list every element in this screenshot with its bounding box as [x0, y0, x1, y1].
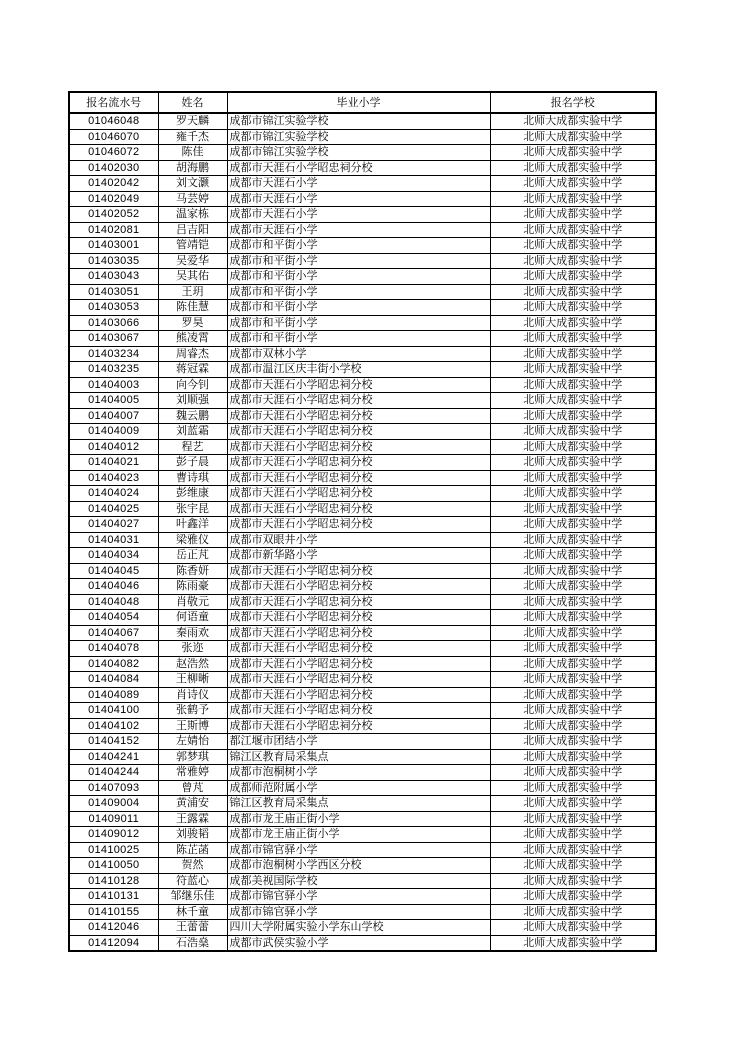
cell-registration-number: 01404005	[69, 393, 158, 409]
cell-applied-school: 北师大成都实验中学	[490, 455, 656, 471]
table-row	[69, 734, 656, 750]
cell-primary-school: 成都市天涯石小学昭忠祠分校	[227, 594, 490, 610]
cell-primary-school: 成都市锦官驿小学	[227, 889, 490, 905]
cell-registration-number: 01404078	[69, 641, 158, 657]
cell-primary-school: 成都市和平街小学	[227, 284, 490, 300]
table-row	[69, 904, 656, 920]
cell-registration-number: 01404025	[69, 501, 158, 517]
cell-applied-school: 北师大成都实验中学	[490, 610, 656, 626]
cell-registration-number: 01409011	[69, 811, 158, 827]
table-row	[69, 486, 656, 502]
table-row	[69, 160, 656, 176]
cell-registration-number: 01404024	[69, 486, 158, 502]
cell-applied-school: 北师大成都实验中学	[490, 579, 656, 595]
header-name: 姓名	[158, 92, 227, 113]
table-row	[69, 811, 656, 827]
cell-student-name: 吕吉阳	[158, 222, 227, 238]
cell-applied-school: 北师大成都实验中学	[490, 160, 656, 176]
table-row	[69, 408, 656, 424]
table-row	[69, 113, 656, 129]
cell-student-name: 吴爱华	[158, 253, 227, 269]
cell-primary-school: 成都市天涯石小学昭忠祠分校	[227, 625, 490, 641]
table-row	[69, 284, 656, 300]
table-row	[69, 331, 656, 347]
table-row	[69, 532, 656, 548]
cell-primary-school: 锦江区教育局采集点	[227, 749, 490, 765]
table-row	[69, 935, 656, 951]
cell-registration-number: 01409012	[69, 827, 158, 843]
cell-registration-number: 01412094	[69, 935, 158, 951]
cell-registration-number: 01404031	[69, 532, 158, 548]
cell-registration-number: 01412046	[69, 920, 158, 936]
table-row	[69, 424, 656, 440]
cell-student-name: 石浩燊	[158, 935, 227, 951]
cell-primary-school: 成都市武侯实验小学	[227, 935, 490, 951]
cell-applied-school: 北师大成都实验中学	[490, 300, 656, 316]
table-row	[69, 362, 656, 378]
cell-registration-number: 01404152	[69, 734, 158, 750]
cell-applied-school: 北师大成都实验中学	[490, 811, 656, 827]
table-row	[69, 222, 656, 238]
cell-applied-school: 北师大成都实验中学	[490, 703, 656, 719]
cell-primary-school: 成都市天涯石小学昭忠祠分校	[227, 455, 490, 471]
registration-table	[68, 91, 657, 952]
cell-applied-school: 北师大成都实验中学	[490, 284, 656, 300]
table-row	[69, 377, 656, 393]
cell-registration-number: 01404046	[69, 579, 158, 595]
cell-applied-school: 北师大成都实验中学	[490, 827, 656, 843]
cell-student-name: 符蓝心	[158, 873, 227, 889]
cell-student-name: 左婧怡	[158, 734, 227, 750]
cell-primary-school: 成都市天涯石小学	[227, 207, 490, 223]
cell-registration-number: 01404007	[69, 408, 158, 424]
cell-applied-school: 北师大成都实验中学	[490, 517, 656, 533]
cell-primary-school: 成都市天涯石小学昭忠祠分校	[227, 439, 490, 455]
cell-student-name: 王柳晰	[158, 672, 227, 688]
cell-registration-number: 01404048	[69, 594, 158, 610]
cell-student-name: 曹诗琪	[158, 470, 227, 486]
table-row	[69, 656, 656, 672]
cell-applied-school: 北师大成都实验中学	[490, 563, 656, 579]
cell-primary-school: 成都市锦江实验学校	[227, 129, 490, 145]
cell-primary-school: 成都美视国际学校	[227, 873, 490, 889]
cell-applied-school: 北师大成都实验中学	[490, 145, 656, 161]
cell-primary-school: 成都市锦江实验学校	[227, 113, 490, 129]
cell-registration-number: 01404082	[69, 656, 158, 672]
cell-primary-school: 成都市天涯石小学昭忠祠分校	[227, 641, 490, 657]
cell-registration-number: 01407093	[69, 780, 158, 796]
cell-applied-school: 北师大成都实验中学	[490, 408, 656, 424]
cell-registration-number: 01403066	[69, 315, 158, 331]
cell-applied-school: 北师大成都实验中学	[490, 129, 656, 145]
cell-applied-school: 北师大成都实验中学	[490, 687, 656, 703]
cell-applied-school: 北师大成都实验中学	[490, 749, 656, 765]
table-row	[69, 315, 656, 331]
cell-applied-school: 北师大成都实验中学	[490, 191, 656, 207]
cell-student-name: 常雅婷	[158, 765, 227, 781]
cell-primary-school: 成都市天涯石小学昭忠祠分校	[227, 393, 490, 409]
cell-primary-school: 成都市天涯石小学昭忠祠分校	[227, 610, 490, 626]
cell-primary-school: 成都市天涯石小学昭忠祠分校	[227, 563, 490, 579]
cell-student-name: 向今钊	[158, 377, 227, 393]
cell-primary-school: 成都市天涯石小学昭忠祠分校	[227, 517, 490, 533]
cell-registration-number: 01402030	[69, 160, 158, 176]
cell-applied-school: 北师大成都实验中学	[490, 625, 656, 641]
cell-student-name: 刘顺强	[158, 393, 227, 409]
cell-student-name: 肖敬元	[158, 594, 227, 610]
cell-primary-school: 成都市天涯石小学昭忠祠分校	[227, 424, 490, 440]
table-row	[69, 842, 656, 858]
cell-registration-number: 01404067	[69, 625, 158, 641]
cell-registration-number: 01404241	[69, 749, 158, 765]
table-row	[69, 687, 656, 703]
cell-student-name: 叶鑫洋	[158, 517, 227, 533]
cell-student-name: 魏云鹏	[158, 408, 227, 424]
cell-student-name: 胡海鹏	[158, 160, 227, 176]
table-body	[69, 113, 656, 951]
table-row	[69, 129, 656, 145]
cell-registration-number: 01404023	[69, 470, 158, 486]
cell-registration-number: 01402052	[69, 207, 158, 223]
table-row	[69, 253, 656, 269]
table-row	[69, 501, 656, 517]
cell-applied-school: 北师大成都实验中学	[490, 269, 656, 285]
cell-registration-number: 01403235	[69, 362, 158, 378]
cell-applied-school: 北师大成都实验中学	[490, 920, 656, 936]
cell-registration-number: 01403043	[69, 269, 158, 285]
table-row	[69, 517, 656, 533]
cell-registration-number: 01404034	[69, 548, 158, 564]
cell-registration-number: 01410128	[69, 873, 158, 889]
cell-registration-number: 01402081	[69, 222, 158, 238]
cell-student-name: 秦雨欢	[158, 625, 227, 641]
cell-student-name: 张鹤予	[158, 703, 227, 719]
cell-student-name: 陈佳	[158, 145, 227, 161]
cell-student-name: 罗天麟	[158, 113, 227, 129]
cell-student-name: 梁雅仪	[158, 532, 227, 548]
table-header	[69, 92, 656, 113]
cell-primary-school: 成都市天涯石小学昭忠祠分校	[227, 160, 490, 176]
cell-registration-number: 01403001	[69, 238, 158, 254]
cell-registration-number: 01404045	[69, 563, 158, 579]
cell-student-name: 雍千杰	[158, 129, 227, 145]
table-row	[69, 889, 656, 905]
cell-primary-school: 成都市龙王庙正街小学	[227, 811, 490, 827]
cell-student-name: 刘文灏	[158, 176, 227, 192]
table-row	[69, 641, 656, 657]
cell-primary-school: 成都市新华路小学	[227, 548, 490, 564]
table-row	[69, 796, 656, 812]
table-row	[69, 207, 656, 223]
table-row	[69, 269, 656, 285]
cell-student-name: 林千童	[158, 904, 227, 920]
cell-registration-number: 01404244	[69, 765, 158, 781]
cell-student-name: 张宇昆	[158, 501, 227, 517]
cell-primary-school: 成都市龙王庙正街小学	[227, 827, 490, 843]
cell-primary-school: 成都市双眼井小学	[227, 532, 490, 548]
cell-applied-school: 北师大成都实验中学	[490, 238, 656, 254]
cell-primary-school: 成都市和平街小学	[227, 253, 490, 269]
cell-primary-school: 成都市天涯石小学	[227, 222, 490, 238]
table-row	[69, 625, 656, 641]
cell-applied-school: 北师大成都实验中学	[490, 222, 656, 238]
table-row	[69, 548, 656, 564]
table-row	[69, 827, 656, 843]
cell-primary-school: 成都市泡桐树小学西区分校	[227, 858, 490, 874]
cell-student-name: 管靖铠	[158, 238, 227, 254]
table-row	[69, 346, 656, 362]
cell-primary-school: 成都市和平街小学	[227, 300, 490, 316]
cell-primary-school: 成都市天涯石小学昭忠祠分校	[227, 718, 490, 734]
table-row	[69, 858, 656, 874]
cell-primary-school: 成都市天涯石小学昭忠祠分校	[227, 703, 490, 719]
table-row	[69, 300, 656, 316]
cell-applied-school: 北师大成都实验中学	[490, 780, 656, 796]
table-row	[69, 749, 656, 765]
cell-primary-school: 成都市锦官驿小学	[227, 904, 490, 920]
cell-student-name: 刘骏韬	[158, 827, 227, 843]
cell-applied-school: 北师大成都实验中学	[490, 176, 656, 192]
cell-registration-number: 01403053	[69, 300, 158, 316]
cell-student-name: 肖诗仪	[158, 687, 227, 703]
cell-applied-school: 北师大成都实验中学	[490, 439, 656, 455]
table-row	[69, 470, 656, 486]
cell-student-name: 彭子晨	[158, 455, 227, 471]
cell-applied-school: 北师大成都实验中学	[490, 842, 656, 858]
table-row	[69, 873, 656, 889]
cell-primary-school: 都江堰市团结小学	[227, 734, 490, 750]
cell-primary-school: 成都市双林小学	[227, 346, 490, 362]
cell-registration-number: 01404009	[69, 424, 158, 440]
cell-student-name: 陈香妍	[158, 563, 227, 579]
cell-applied-school: 北师大成都实验中学	[490, 796, 656, 812]
cell-student-name: 温家栋	[158, 207, 227, 223]
cell-registration-number: 01404102	[69, 718, 158, 734]
cell-primary-school: 成都市天涯石小学昭忠祠分校	[227, 470, 490, 486]
cell-applied-school: 北师大成都实验中学	[490, 904, 656, 920]
cell-applied-school: 北师大成都实验中学	[490, 501, 656, 517]
cell-applied-school: 北师大成都实验中学	[490, 486, 656, 502]
cell-registration-number: 01404089	[69, 687, 158, 703]
cell-applied-school: 北师大成都实验中学	[490, 113, 656, 129]
table-row	[69, 920, 656, 936]
cell-primary-school: 成都市天涯石小学昭忠祠分校	[227, 408, 490, 424]
table-row	[69, 765, 656, 781]
cell-student-name: 郭梦琪	[158, 749, 227, 765]
cell-student-name: 陈芷菡	[158, 842, 227, 858]
cell-student-name: 邹继乐佳	[158, 889, 227, 905]
cell-applied-school: 北师大成都实验中学	[490, 470, 656, 486]
cell-registration-number: 01046048	[69, 113, 158, 129]
cell-student-name: 黄浦安	[158, 796, 227, 812]
cell-applied-school: 北师大成都实验中学	[490, 253, 656, 269]
table-row	[69, 672, 656, 688]
cell-registration-number: 01404054	[69, 610, 158, 626]
cell-applied-school: 北师大成都实验中学	[490, 858, 656, 874]
table-row	[69, 563, 656, 579]
cell-primary-school: 锦江区教育局采集点	[227, 796, 490, 812]
table-row	[69, 238, 656, 254]
cell-student-name: 王蕾蕾	[158, 920, 227, 936]
cell-registration-number: 01410025	[69, 842, 158, 858]
cell-student-name: 王玥	[158, 284, 227, 300]
cell-applied-school: 北师大成都实验中学	[490, 362, 656, 378]
cell-student-name: 刘蓝霜	[158, 424, 227, 440]
cell-student-name: 罗昊	[158, 315, 227, 331]
cell-student-name: 赵浩然	[158, 656, 227, 672]
cell-primary-school: 成都市泡桐树小学	[227, 765, 490, 781]
cell-primary-school: 成都师范附属小学	[227, 780, 490, 796]
header-registration-number: 报名流水号	[69, 92, 158, 113]
cell-applied-school: 北师大成都实验中学	[490, 207, 656, 223]
table-row	[69, 780, 656, 796]
cell-primary-school: 成都市天涯石小学	[227, 176, 490, 192]
header-primary-school: 毕业小学	[227, 92, 490, 113]
cell-student-name: 曾芃	[158, 780, 227, 796]
cell-student-name: 周睿杰	[158, 346, 227, 362]
cell-registration-number: 01403035	[69, 253, 158, 269]
cell-primary-school: 成都市锦官驿小学	[227, 842, 490, 858]
table-row	[69, 145, 656, 161]
cell-student-name: 王露霖	[158, 811, 227, 827]
cell-applied-school: 北师大成都实验中学	[490, 377, 656, 393]
cell-student-name: 彭维康	[158, 486, 227, 502]
table-row	[69, 610, 656, 626]
cell-student-name: 张迩	[158, 641, 227, 657]
cell-applied-school: 北师大成都实验中学	[490, 393, 656, 409]
table-row	[69, 703, 656, 719]
header-row	[69, 92, 656, 113]
cell-registration-number: 01402042	[69, 176, 158, 192]
cell-registration-number: 01410155	[69, 904, 158, 920]
cell-applied-school: 北师大成都实验中学	[490, 656, 656, 672]
cell-registration-number: 01404003	[69, 377, 158, 393]
cell-registration-number: 01404100	[69, 703, 158, 719]
cell-registration-number: 01410131	[69, 889, 158, 905]
table-row	[69, 718, 656, 734]
cell-student-name: 蒋冠霖	[158, 362, 227, 378]
cell-registration-number: 01046070	[69, 129, 158, 145]
cell-student-name: 吴其佑	[158, 269, 227, 285]
cell-primary-school: 成都市温江区庆丰街小学校	[227, 362, 490, 378]
cell-student-name: 程艺	[158, 439, 227, 455]
cell-registration-number: 01404012	[69, 439, 158, 455]
cell-registration-number: 01409004	[69, 796, 158, 812]
cell-registration-number: 01403067	[69, 331, 158, 347]
cell-primary-school: 成都市天涯石小学昭忠祠分校	[227, 377, 490, 393]
cell-primary-school: 成都市和平街小学	[227, 331, 490, 347]
cell-applied-school: 北师大成都实验中学	[490, 718, 656, 734]
cell-student-name: 马芸婷	[158, 191, 227, 207]
cell-applied-school: 北师大成都实验中学	[490, 331, 656, 347]
cell-primary-school: 成都市天涯石小学昭忠祠分校	[227, 486, 490, 502]
cell-applied-school: 北师大成都实验中学	[490, 765, 656, 781]
cell-applied-school: 北师大成都实验中学	[490, 424, 656, 440]
table-row	[69, 176, 656, 192]
cell-applied-school: 北师大成都实验中学	[490, 734, 656, 750]
cell-applied-school: 北师大成都实验中学	[490, 346, 656, 362]
table-row	[69, 455, 656, 471]
cell-applied-school: 北师大成都实验中学	[490, 532, 656, 548]
cell-primary-school: 四川大学附属实验小学东山学校	[227, 920, 490, 936]
cell-student-name: 贺然	[158, 858, 227, 874]
cell-primary-school: 成都市天涯石小学	[227, 191, 490, 207]
cell-applied-school: 北师大成都实验中学	[490, 889, 656, 905]
cell-primary-school: 成都市天涯石小学昭忠祠分校	[227, 687, 490, 703]
cell-student-name: 何语童	[158, 610, 227, 626]
cell-registration-number: 01403051	[69, 284, 158, 300]
cell-primary-school: 成都市和平街小学	[227, 269, 490, 285]
cell-primary-school: 成都市天涯石小学昭忠祠分校	[227, 501, 490, 517]
cell-student-name: 熊凌霄	[158, 331, 227, 347]
cell-registration-number: 01402049	[69, 191, 158, 207]
table-row	[69, 439, 656, 455]
cell-applied-school: 北师大成都实验中学	[490, 873, 656, 889]
cell-primary-school: 成都市天涯石小学昭忠祠分校	[227, 579, 490, 595]
table-row	[69, 579, 656, 595]
cell-registration-number: 01046072	[69, 145, 158, 161]
cell-student-name: 陈雨豪	[158, 579, 227, 595]
cell-student-name: 王斯博	[158, 718, 227, 734]
cell-registration-number: 01404021	[69, 455, 158, 471]
table-row	[69, 594, 656, 610]
cell-primary-school: 成都市锦江实验学校	[227, 145, 490, 161]
cell-registration-number: 01404084	[69, 672, 158, 688]
table-row	[69, 191, 656, 207]
cell-applied-school: 北师大成都实验中学	[490, 935, 656, 951]
cell-applied-school: 北师大成都实验中学	[490, 548, 656, 564]
cell-applied-school: 北师大成都实验中学	[490, 315, 656, 331]
cell-registration-number: 01410050	[69, 858, 158, 874]
cell-registration-number: 01404027	[69, 517, 158, 533]
cell-student-name: 岳正芃	[158, 548, 227, 564]
cell-primary-school: 成都市和平街小学	[227, 315, 490, 331]
cell-primary-school: 成都市天涯石小学昭忠祠分校	[227, 672, 490, 688]
cell-primary-school: 成都市和平街小学	[227, 238, 490, 254]
cell-applied-school: 北师大成都实验中学	[490, 641, 656, 657]
table-row	[69, 393, 656, 409]
cell-student-name: 陈佳慧	[158, 300, 227, 316]
cell-primary-school: 成都市天涯石小学昭忠祠分校	[227, 656, 490, 672]
header-applied-school: 报名学校	[490, 92, 656, 113]
cell-registration-number: 01403234	[69, 346, 158, 362]
cell-applied-school: 北师大成都实验中学	[490, 672, 656, 688]
cell-applied-school: 北师大成都实验中学	[490, 594, 656, 610]
